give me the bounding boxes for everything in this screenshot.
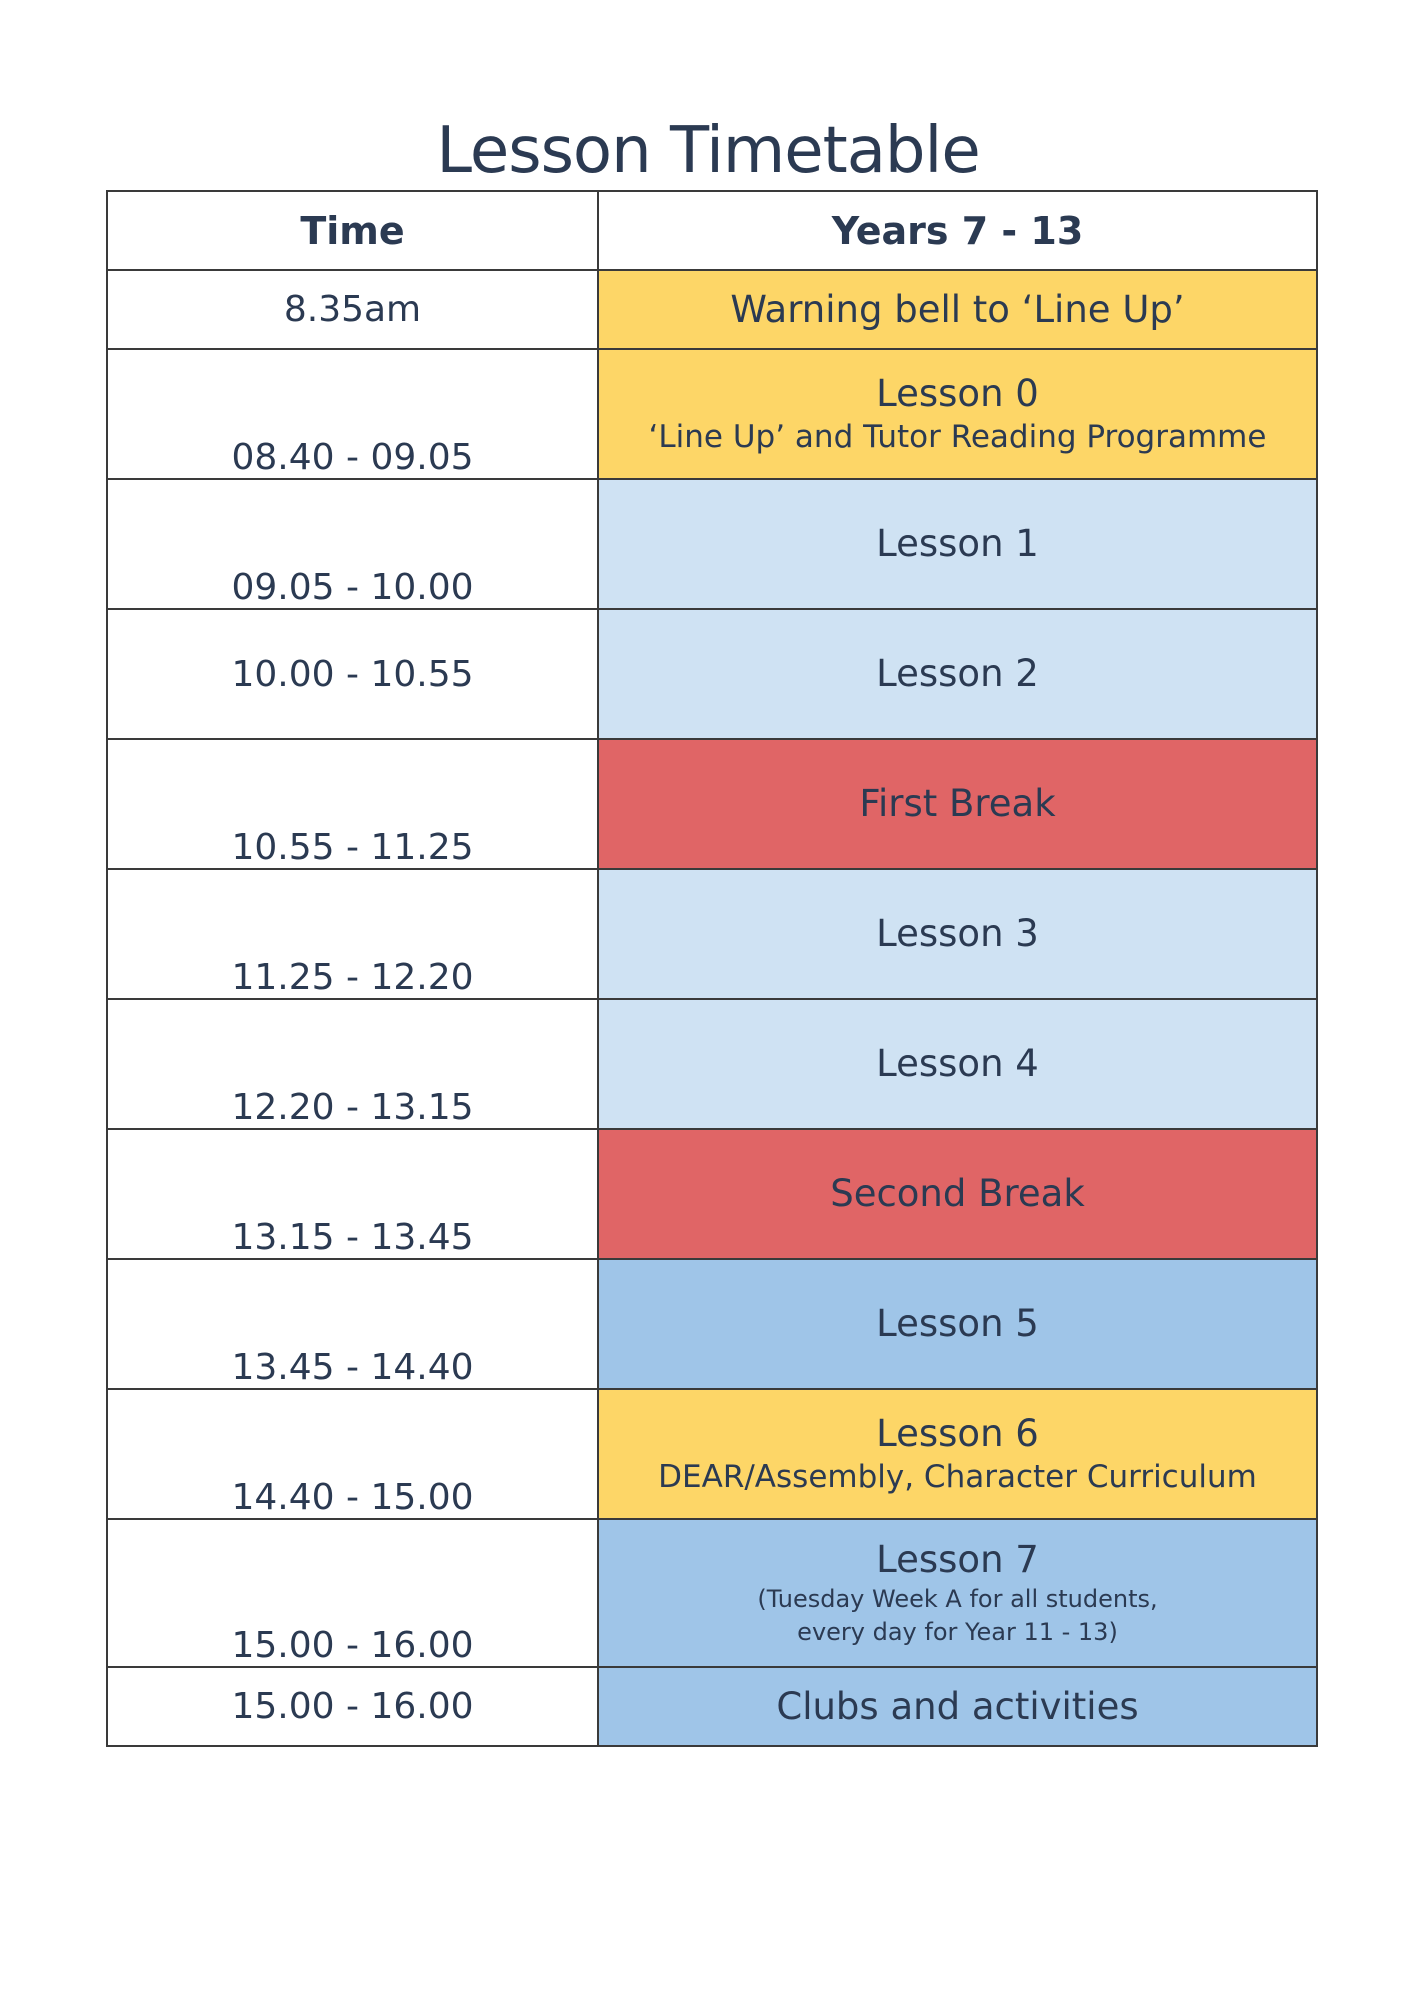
table-row [107,1129,1317,1259]
time-cell: 13.15 - 13.45 [107,1129,598,1259]
activity-label: Lesson 7 [876,1538,1039,1581]
activity-label: Lesson 0 [876,372,1039,415]
activity-cell [598,270,1317,349]
time-cell: 10.00 - 10.55 [107,609,598,739]
time-cell: 15.00 - 16.00 [107,1519,598,1667]
activity-cell [598,739,1317,869]
activity-cell [598,869,1317,999]
time-cell: 11.25 - 12.20 [107,869,598,999]
activity-cell [598,1389,1317,1519]
activity-cell [598,1129,1317,1259]
activity-label: Lesson 4 [876,1042,1039,1085]
table-row [107,1389,1317,1519]
activity-cell [598,1519,1317,1667]
table-row [107,270,1317,349]
activity-cell [598,999,1317,1129]
activity-label: Warning bell to ‘Line Up’ [730,287,1185,331]
time-cell: 08.40 - 09.05 [107,349,598,479]
activity-note: DEAR/Assembly, Character Curriculum [658,1459,1257,1495]
time-cell: 10.55 - 11.25 [107,739,598,869]
table-row [107,1259,1317,1389]
time-cell: 13.45 - 14.40 [107,1259,598,1389]
table-row [107,739,1317,869]
activity-note: ‘Line Up’ and Tutor Reading Programme [648,419,1267,455]
activity-label: Clubs and activities [776,1684,1139,1728]
activity-note: (Tuesday Week A for all students, [757,1585,1158,1613]
table-row [107,869,1317,999]
activity-label: Second Break [830,1172,1085,1215]
time-cell: 09.05 - 10.00 [107,479,598,609]
activity-label: Lesson 1 [876,522,1039,565]
activity-label: Lesson 3 [876,912,1039,955]
activity-cell [598,1259,1317,1389]
activity-cell [598,609,1317,739]
activity-label: Lesson 6 [876,1412,1039,1455]
activity-cell [598,479,1317,609]
activity-cell [598,349,1317,479]
table-row [107,479,1317,609]
table-row [107,1667,1317,1746]
table-header-row [107,191,1317,270]
header-time: Time [107,191,598,270]
time-cell: 15.00 - 16.00 [107,1667,598,1746]
activity-label: Lesson 5 [876,1302,1039,1345]
time-cell: 12.20 - 13.15 [107,999,598,1129]
page-title: Lesson Timetable [436,114,980,188]
activity-note: every day for Year 11 - 13) [797,1618,1118,1646]
table-row [107,999,1317,1129]
time-cell: 14.40 - 15.00 [107,1389,598,1519]
table-row [107,349,1317,479]
activity-cell [598,1667,1317,1746]
activity-label: First Break [859,782,1056,825]
time-cell: 8.35am [107,270,598,349]
timetable [106,190,1318,1747]
activity-label: Lesson 2 [876,652,1039,695]
table-row [107,609,1317,739]
header-years: Years 7 - 13 [598,191,1317,270]
table-row [107,1519,1317,1667]
